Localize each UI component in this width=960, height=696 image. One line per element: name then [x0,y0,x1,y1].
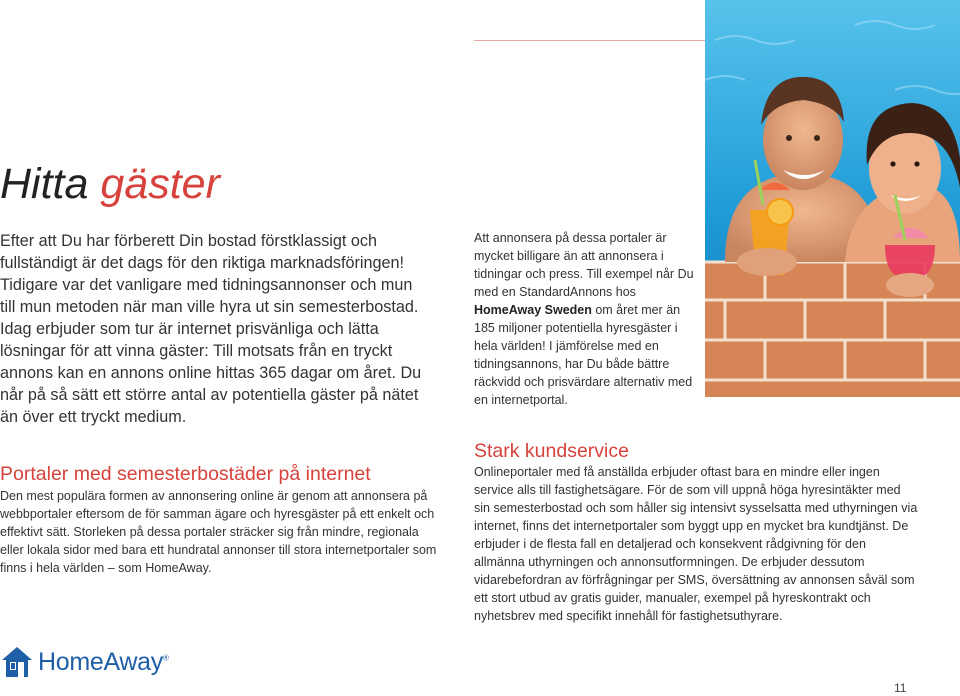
logo-wordmark: HomeAway® [38,647,169,676]
title-part2: gäster [100,160,220,208]
page-title [0,160,220,209]
column2-text-after: om året mer än 185 miljoner potentiella hyresgäster i hela världen! I jämförelse med en tidningsannons, har Du både bättre räckvidd och prisvärdare alternativ med en internetportal. [474,303,693,407]
page-number: 11 [894,681,907,695]
section1-heading: Portaler med semesterbostäder på internet [0,463,371,485]
section1-body: Den mest populära formen av annonsering online är genom att annonsera på webbportaler eftersom de för samman ägare och hyresgäster på ett enkelt och effektivt sätt. Storleken på dessa portaler sträcker sig från mindre, regionala eller lokala sidor med bara ett hundratal annonser till stora internetportaler som finns i hela världen – som HomeAway. [0,489,437,575]
column2-paragraph [474,229,700,409]
section2-heading: Stark kundservice [474,440,629,462]
column2-brand: HomeAway Sweden [474,303,592,317]
homeaway-logo [0,644,169,680]
house-icon [0,645,34,679]
title-part1: Hitta [0,160,89,208]
column2-text-before: Att annonsera på dessa portaler är mycket billigare än att annonsera i tidningar och press. Till exempel når Du med en StandardAnnons hos [474,231,694,299]
intro-paragraph: Efter att Du har förberett Din bostad förstklassigt och fullständigt är det dags för den riktiga marknadsföringen! Tidigare var det vanligare med tidningsannonser och mun till mun metoden när man ville hyra ut sin semesterbostad. Idag erbjuder som tur är internet prisvänliga och lätta lösningar för att vinna gäster: Till motsats från en tryckt annons kan en annons online hittas 365 dagar om året. Du når på så sätt ett större antal av potentiella gäster på nätet än över ett tryckt medium. [0,232,422,426]
section2-body: Onlineportaler med få anställda erbjuder oftast bara en mindre eller ingen service alls till fastighetsägare. För de som vill uppnå höga hyresintäkter med sin semesterbostad och som håller sig intensivt sysselsatta med uthyrningen via internet, finns det internetportaler som byggt upp en mycket bra kundtjänst. De erbjuder i de flesta fall en detaljerad och konsekvent rådgivning för den allmänna uthyrningen och annonsutformningen. De erbjuder dessutom vidarebefordran av förfrågningar per SMS, översättning av annonsen såväl som ett stort utbud av gratis guider, manualer, exempel på hyreskontrakt och nyhetsbrev med specifikt innehåll för fastighetsuthyrare. [474,465,918,623]
hero-photo [705,0,960,397]
